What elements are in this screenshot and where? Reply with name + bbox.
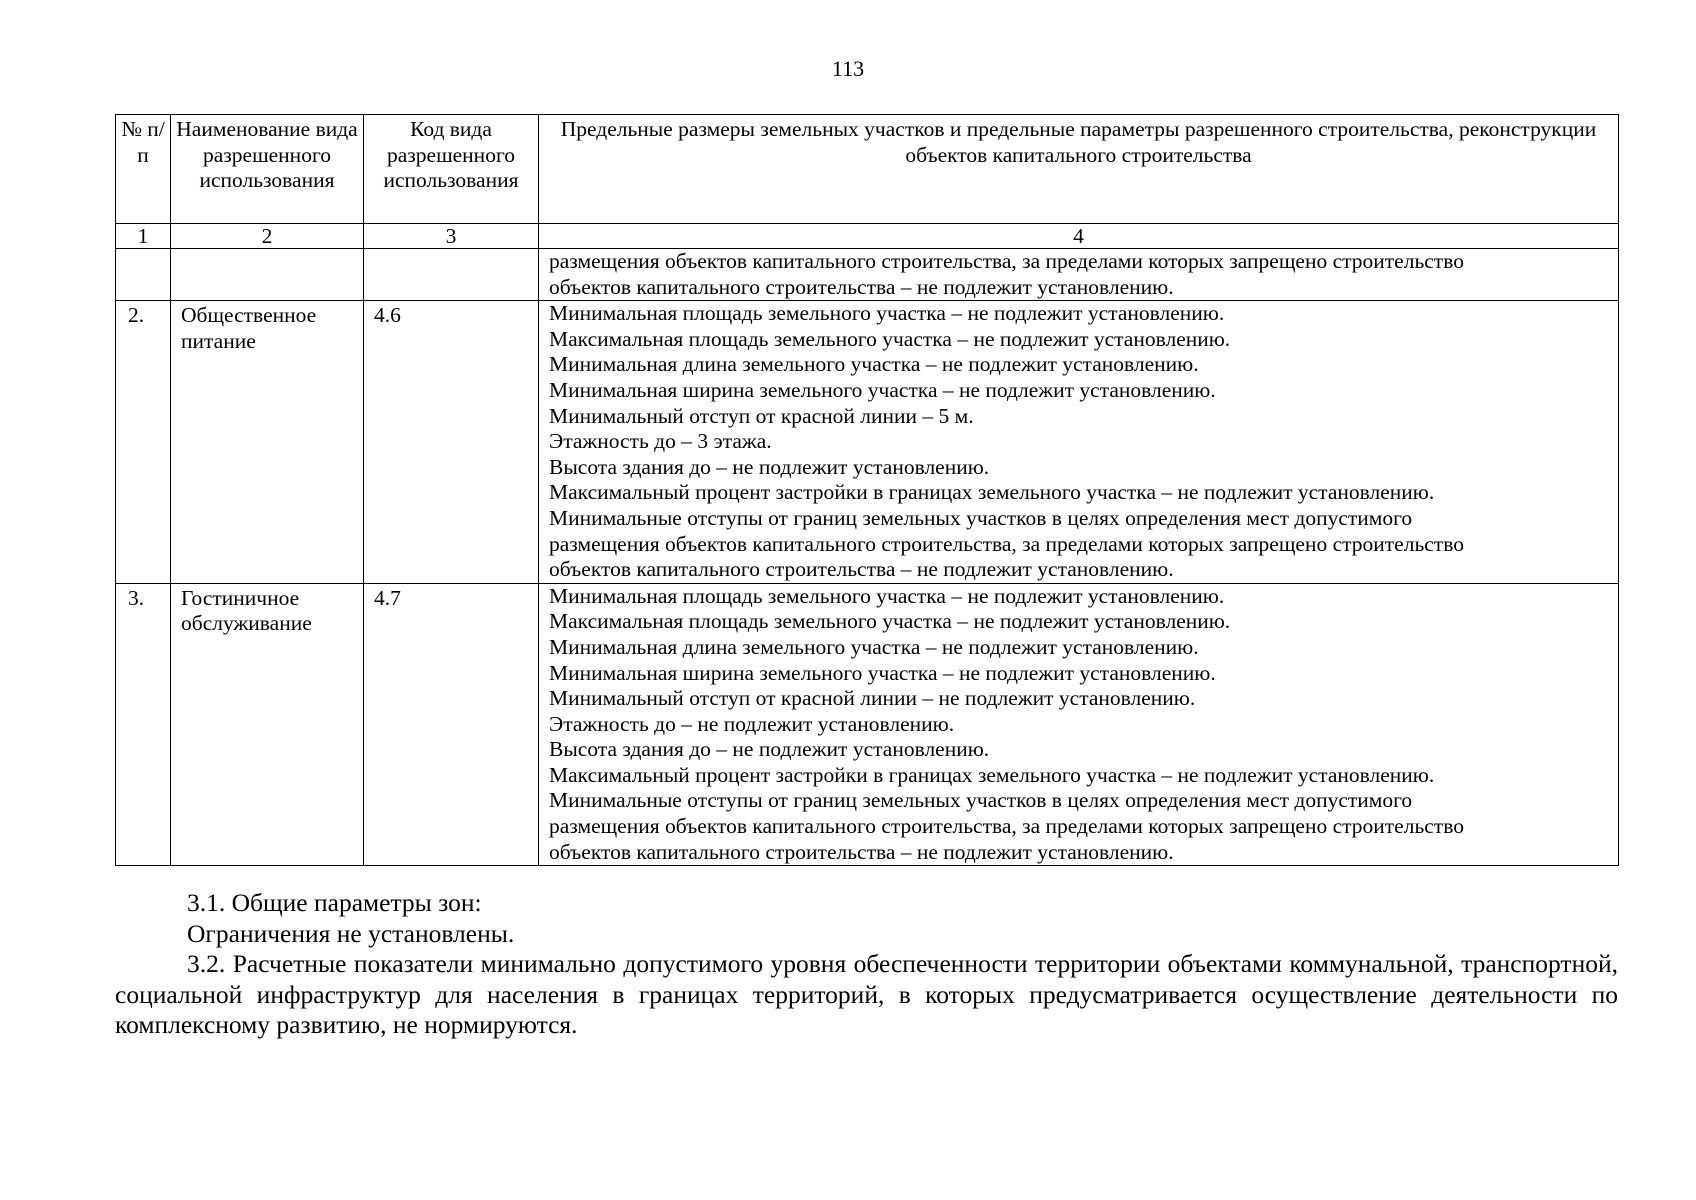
table-row (116, 583, 1619, 866)
use-name (171, 249, 364, 301)
column-number: 4 (539, 224, 1619, 249)
row-number (116, 249, 171, 301)
paragraph-restrictions: Ограничения не установлены. (187, 918, 515, 948)
parameter-line: Высота здания до – не подлежит установлению. (549, 737, 990, 762)
parameter-line: Минимальная ширина земельного участка – не подлежит установлению. (549, 660, 1216, 685)
table-row (116, 301, 1619, 584)
body-text (115, 888, 1618, 1041)
parameter-line: размещения объектов капитального строительства, за пределами которых запрещено строительство (549, 249, 1464, 273)
parameter-line: Минимальные отступы от границ земельных участков в целях определения мест допустимого (549, 788, 1413, 813)
parameter-line: Максимальный процент застройки в границах земельного участка – не подлежит установлению. (549, 762, 1435, 787)
column-number: 2 (171, 224, 364, 249)
use-code (364, 249, 539, 301)
use-code: 4.7 (364, 583, 539, 866)
parameter-line: размещения объектов капитального строительства, за пределами которых запрещено строительство (549, 531, 1464, 556)
paragraph-calculated-indicators: 3.2. Расчетные показатели минимально допустимого уровня обеспеченности территории объектами коммунальной, транспортной, социальной инфраструктур для населения в границах территорий, в которых предусматривается осуществление деятельности по комплексному развитию, не нормируются. (115, 949, 1618, 1039)
header-use-name: Наименование вида разрешенного использования (171, 115, 364, 224)
parameter-line: Минимальная площадь земельного участка – не подлежит установлению. (549, 301, 1225, 326)
header-number: № п/п (116, 115, 171, 224)
parameter-line: Минимальный отступ от красной линии – не подлежит установлению. (549, 686, 1196, 711)
row-number: 2. (116, 301, 171, 584)
parameter-line: объектов капитального строительства – не подлежит установлению. (549, 274, 1174, 299)
use-code: 4.6 (364, 301, 539, 584)
parameter-line: размещения объектов капитального строительства, за пределами которых запрещено строительство (549, 814, 1464, 839)
parameter-line: Минимальная ширина земельного участка – не подлежит установлению. (549, 377, 1216, 402)
page-number: 113 (831, 56, 865, 81)
row-number: 3. (116, 583, 171, 866)
parameter-line: Этажность до – не подлежит установлению. (549, 711, 955, 736)
table-header-row (116, 115, 1619, 224)
header-use-code: Код вида разрешенного использования (364, 115, 539, 224)
parameter-line: Максимальный процент застройки в границах земельного участка – не подлежит установлению. (549, 480, 1435, 505)
column-number: 1 (116, 224, 171, 249)
parameter-line: Минимальные отступы от границ земельных участков в целях определения мест допустимого (549, 505, 1413, 530)
use-name: Общественное питание (171, 301, 364, 584)
parameter-line: Максимальная площадь земельного участка – не подлежит установлению. (549, 326, 1231, 351)
parameters-cell (539, 301, 1619, 584)
parameters-table (115, 114, 1619, 866)
parameter-line: Минимальная длина земельного участка – не подлежит установлению. (549, 634, 1199, 659)
paragraph-general-parameters: 3.1. Общие параметры зон: (187, 888, 482, 917)
parameter-line: Этажность до – 3 этажа. (549, 429, 772, 454)
parameter-line: Высота здания до – не подлежит установлению. (549, 454, 990, 479)
parameter-line: Минимальная площадь земельного участка – не подлежит установлению. (549, 583, 1225, 608)
parameters-cell (539, 249, 1619, 301)
table-row (116, 249, 1619, 301)
parameter-line: объектов капитального строительства – не подлежит установлению. (549, 839, 1174, 864)
header-parameters: Предельные размеры земельных участков и предельные параметры разрешенного строительства, реконструкции объектов капитального строительства (539, 115, 1619, 224)
parameters-cell (539, 583, 1619, 866)
column-number-row (116, 224, 1619, 249)
column-number: 3 (364, 224, 539, 249)
table-body (116, 249, 1619, 866)
use-name: Гостиничное обслуживание (171, 583, 364, 866)
parameter-line: Минимальная длина земельного участка – не подлежит установлению. (549, 352, 1199, 377)
parameter-line: объектов капитального строительства – не подлежит установлению. (549, 557, 1174, 582)
parameter-line: Минимальный отступ от красной линии – 5 м. (549, 403, 974, 428)
parameter-line: Максимальная площадь земельного участка – не подлежит установлению. (549, 609, 1231, 634)
